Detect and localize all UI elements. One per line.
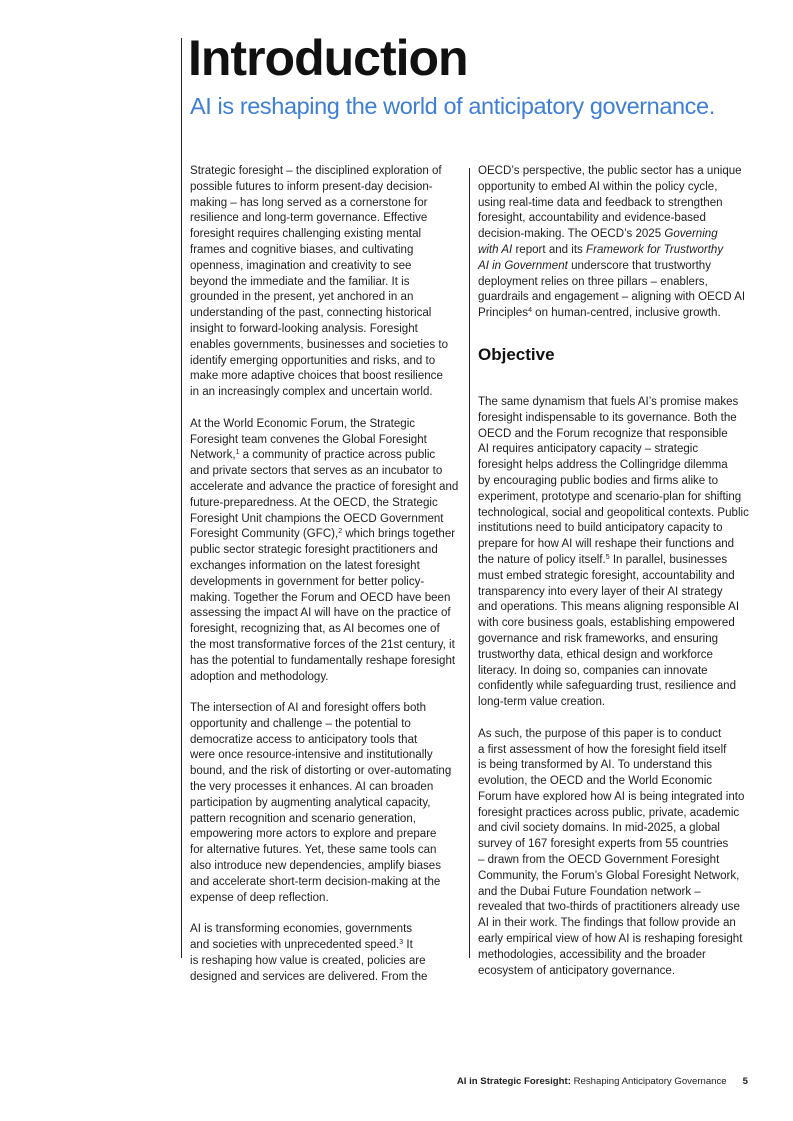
text-line: OECD’s perspective, the public sector has a unique — [478, 165, 742, 177]
text-line: participation by augmenting analytical capacity, — [190, 796, 431, 809]
text-line: foresight, accountability and evidence-based — [478, 212, 706, 225]
text-line: As such, the purpose of this paper is to conduct — [478, 727, 722, 740]
text-line: prepare for how AI will reshape their functions and — [478, 538, 735, 551]
footnote-marker[interactable]: 2 — [338, 528, 343, 536]
text-line: Network,$^1$ a community of practice across public — [190, 449, 436, 462]
text-line: Community, the Forum’s Global Foresight Network, — [478, 869, 740, 882]
text-line: institutions need to build anticipatory capacity to — [478, 522, 723, 535]
text-line: openness, imagination and creativity to see — [190, 259, 412, 272]
text-line: Foresight Community (GFC),$^2$ which brings together — [190, 528, 456, 541]
text-line: revealed that two-thirds of practitioners already use — [478, 901, 740, 914]
text-line: bound, and the risk of distorting or over-automating — [190, 765, 452, 778]
paragraph-intersection — [190, 701, 460, 906]
text-line: foresight requires challenging existing mental — [190, 228, 422, 241]
text-line: literacy. In doing so, companies can innovate — [478, 664, 708, 677]
text-line: and the Dubai Future Foundation network – — [478, 885, 701, 898]
text-line: by encouraging public bodies and firms alike to — [478, 474, 719, 487]
text-line: with AI report and its Framework for Trustworthy — [478, 243, 724, 256]
paragraph-dynamism — [478, 395, 764, 711]
text-line: and operations. This means aligning responsible AI — [478, 601, 740, 614]
text-line: opportunity and challenge – the potential to — [190, 717, 411, 730]
footnote-marker[interactable]: 1 — [235, 449, 240, 457]
text-line: beyond the immediate and the familiar. It is — [190, 275, 410, 288]
page-subtitle: AI is reshaping the world of anticipatory governance. — [190, 93, 715, 119]
text-line: in an increasingly complex and uncertain world. — [190, 386, 433, 399]
page-number: 5 — [742, 1076, 748, 1087]
text-line: methodologies, accessibility and the broader — [478, 948, 706, 961]
text-line: long-term value creation. — [478, 696, 606, 709]
text-line: survey of 167 foresight experts from 55 countries — [478, 838, 729, 851]
text-line: insight to forward-looking analysis. Foresight — [190, 322, 418, 335]
text-line: democratize access to anticipatory tools that — [190, 733, 418, 746]
text-line: guardrails and engagement – aligning with OECD AI — [478, 291, 746, 304]
text-line: The same dynamism that fuels AI’s promise makes — [478, 395, 739, 408]
footer-report-subtitle: Reshaping Anticipatory Governance — [570, 1076, 727, 1087]
text-line: The intersection of AI and foresight offers both — [190, 702, 427, 715]
report-title-italic: Governing — [664, 228, 718, 241]
text-line: trustworthy data, ethical design and workforce — [478, 648, 713, 661]
text-line: Forum have explored how AI is being integrated into — [478, 790, 745, 803]
text-line: adoption and methodology. — [190, 670, 329, 683]
text-line: early empirical view of how AI is reshaping foresight — [478, 933, 743, 946]
text-line: possible futures to inform present-day decision- — [190, 180, 433, 193]
right-column — [478, 164, 764, 979]
left-accent-rule — [181, 38, 182, 958]
text-line: technological, social and geopolitical contexts. Public — [478, 506, 749, 519]
text-line: making. Together the Forum and OECD have been — [190, 591, 451, 604]
text-line: experiment, prototype and scenario-plan for shifting — [478, 490, 742, 503]
text-line: Strategic foresight – the disciplined exploration of — [190, 165, 442, 177]
text-line: identify emerging opportunities and risks, and to — [190, 354, 436, 367]
section-heading-objective: Objective — [478, 344, 555, 364]
text-line: At the World Economic Forum, the Strategic — [190, 417, 416, 430]
paragraph-strategic-foresight — [190, 164, 460, 401]
text-line: opportunity to embed AI within the policy cycle, — [478, 180, 718, 193]
framework-title-italic: AI in Government — [478, 259, 568, 272]
footnote-marker[interactable]: 4 — [528, 307, 532, 315]
text-line: understanding of the past, connecting historical — [190, 307, 432, 320]
text-line: future-preparedness. At the OECD, the Strategic — [190, 496, 438, 509]
text-line: has the potential to fundamentally reshape foresight — [190, 654, 456, 667]
paragraph-forum-oecd — [190, 417, 460, 686]
text-line: public sector strategic foresight practitioners and — [190, 544, 438, 557]
text-line: AI is transforming economies, governments — [190, 923, 413, 936]
text-line: is being transformed by AI. To understand this — [478, 759, 713, 772]
report-title-italic: with AI — [478, 243, 513, 256]
text-line: pattern recognition and scenario generation, — [190, 812, 416, 825]
text-line: for alternative futures. Yet, these same tools can — [190, 844, 437, 857]
text-line: assessing the impact AI will have on the practice of — [190, 607, 451, 620]
text-line: foresight helps address the Collingridge dilemma — [478, 459, 728, 472]
text-line: making – has long served as a cornerstone for — [190, 196, 428, 209]
text-line: foresight, recognizing that, as AI becomes one of — [190, 623, 440, 636]
text-line: designed and services are delivered. From the — [190, 970, 428, 983]
text-line: with core business goals, establishing empowered — [478, 617, 735, 630]
footnote-marker[interactable]: 5 — [605, 553, 610, 561]
text-line: exchanges information on the latest foresight — [190, 559, 420, 572]
text-line: must embed strategic foresight, accountability and — [478, 569, 735, 582]
left-column — [190, 164, 460, 985]
text-line: – drawn from the OECD Government Foresight — [478, 854, 720, 867]
text-line: enables governments, businesses and societies to — [190, 338, 449, 351]
text-line: transparency into every layer of their AI strategy — [478, 585, 723, 598]
text-line: decision-making. The OECD’s 2025 Governing — [478, 228, 718, 241]
text-line: governance and risk frameworks, and ensuring — [478, 632, 719, 645]
paragraph-purpose — [478, 727, 764, 980]
framework-title-italic: Framework for Trustworthy — [586, 243, 724, 256]
text-line: foresight practices across public, private, academic — [478, 806, 740, 819]
text-line: deployment relies on three pillars – enablers, — [478, 275, 708, 288]
text-line: the very processes it enhances. AI can broaden — [190, 781, 434, 794]
text-line: and civil society domains. In mid-2025, a global — [478, 822, 720, 835]
text-line: OECD and the Forum recognize that responsible — [478, 427, 728, 440]
text-line: evolution, the OECD and the World Economic — [478, 775, 713, 788]
text-line: the nature of policy itself.$^5$ In parallel, businesses — [478, 553, 728, 566]
text-line: the most transformative forces of the 21st century, it — [190, 638, 455, 651]
text-line: grounded in the present, yet anchored in an — [190, 291, 414, 304]
text-line: resilience and long-term governance. Effective — [190, 212, 428, 225]
text-line: and private sectors that serves as an incubator to — [190, 465, 443, 478]
text-line: is reshaping how value is created, policies are — [190, 954, 426, 967]
footnote-marker[interactable]: 3 — [399, 939, 404, 947]
text-line: Principles$^4$ on human-centred, inclusive growth. — [478, 307, 721, 320]
column-divider-rule — [469, 168, 470, 958]
footer-report-title: AI in Strategic Foresight: — [456, 1076, 571, 1087]
text-line: foresight indispensable to its governance. Both the — [478, 411, 737, 424]
text-line: were once resource-intensive and institutionally — [190, 749, 433, 762]
text-line: AI requires anticipatory capacity – strategic — [478, 443, 699, 456]
paragraph-ai-transforming — [190, 922, 460, 985]
text-line: confidently while safeguarding trust, resilience and — [478, 680, 737, 693]
text-line: AI in their work. The findings that follow provide an — [478, 917, 736, 930]
text-line: Foresight Unit champions the OECD Government — [190, 512, 444, 525]
text-line: and accelerate short-term decision-making at the — [190, 875, 441, 888]
text-line: empowering more actors to explore and prepare — [190, 828, 437, 841]
text-line: also introduce new dependencies, amplify biases — [190, 860, 441, 873]
paragraph-oecd-perspective — [478, 164, 764, 322]
text-line: frames and cognitive biases, and cultivating — [190, 243, 414, 256]
text-line: and societies with unprecedented speed.$^3$ It — [190, 939, 413, 952]
text-line: expense of deep reflection. — [190, 891, 329, 904]
text-line: make more adaptive choices that boost resilience — [190, 370, 443, 383]
text-line: a first assessment of how the foresight field itself — [478, 743, 727, 756]
page-footer — [457, 1076, 748, 1087]
text-line: developments in government for better policy- — [190, 575, 425, 588]
page-title: Introduction — [188, 30, 468, 86]
text-line: ecosystem of anticipatory governance. — [478, 964, 676, 977]
text-line: AI in Government underscore that trustworthy — [478, 259, 711, 272]
text-line: Foresight team convenes the Global Foresight — [190, 433, 427, 446]
text-line: using real-time data and feedback to strengthen — [478, 196, 723, 209]
text-line: accelerate and advance the practice of foresight and — [190, 480, 459, 493]
